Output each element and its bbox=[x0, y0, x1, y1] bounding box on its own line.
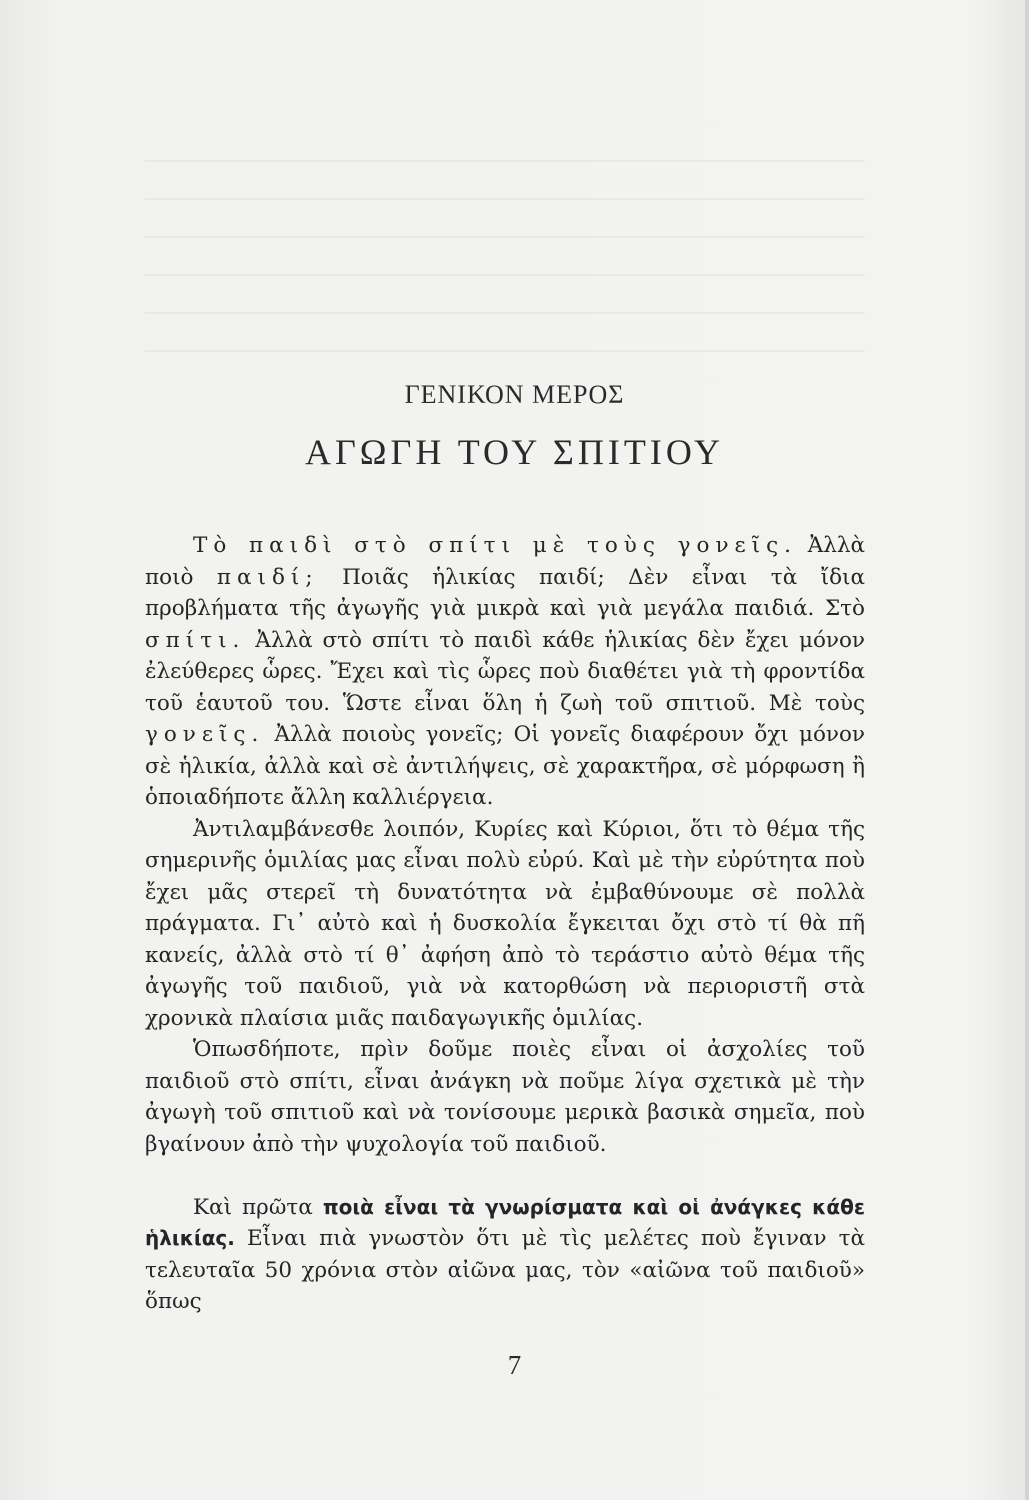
bleed-through-line bbox=[145, 236, 865, 238]
text-run: Καὶ πρῶτα bbox=[193, 1194, 323, 1220]
spaced-word: σπίτι. bbox=[145, 627, 246, 653]
text-run: Ποιᾶς ἡλικίας παιδί; Δὲν εἶναι τὰ ἴδια προβλήματα τῆς ἀγωγῆς γιὰ μικρὰ καὶ γιὰ μεγάλα παιδιά. Στὸ bbox=[145, 564, 865, 621]
chapter-title: ΑΓΩΓΗ ΤΟΥ ΣΠΙΤΙΟΥ bbox=[304, 432, 725, 472]
paragraph-4 bbox=[145, 1192, 865, 1318]
spaced-phrase: Τὸ παιδὶ στὸ σπίτι μὲ τοὺς γονεῖς. bbox=[193, 533, 797, 558]
bleed-through-line bbox=[145, 160, 865, 162]
text-run: Εἶναι πιὰ γνωστὸν ὅτι μὲ τὶς μελέτες ποὺ ἔγιναν τὰ τελευταῖα 50 χρόνια στὸν αἰῶνα μας, τὸν «αἰῶνα τοῦ παιδιοῦ» ὅπως bbox=[145, 1226, 865, 1314]
paragraph-1 bbox=[145, 530, 865, 814]
body-text bbox=[145, 530, 865, 1318]
page-binding-edge bbox=[1025, 0, 1029, 1500]
bold-heading-phrase: ποιὰ εἶναι τὰ γνωρίσματα καὶ οἱ ἀνάγκες κάθε ἡλικίας. bbox=[145, 1194, 865, 1250]
bleed-through-line bbox=[145, 350, 865, 352]
bleed-through-line bbox=[145, 274, 865, 276]
text-run: Ἀλλὰ ποιὸ bbox=[145, 533, 865, 590]
bleed-through-line bbox=[145, 312, 865, 314]
page-number: 7 bbox=[507, 1350, 522, 1380]
text-run: Ἀλλὰ στὸ σπίτι τὸ παιδὶ κάθε ἡλικίας δὲν ἔχει μόνον ἐλεύθερες ὧρες. Ἔχει καὶ τὶς ὧρες ποὺ διαθέτει γιὰ τὴ φροντίδα τοῦ ἑαυτοῦ του. Ὥστε εἶναι ὅλη ἡ ζωὴ τοῦ σπιτιοῦ. Μὲ τοὺς bbox=[145, 627, 865, 716]
paragraph-2: Ἀντιλαμβάνεσθε λοιπόν, Κυρίες καὶ Κύριοι, ὅτι τὸ θέμα τῆς σημερινῆς ὁμιλίας μας εἶναι πολὺ εὐρύ. Καὶ μὲ τὴν εὐρύτητα ποὺ ἔχει μᾶς στερεῖ τὴ δυνατότητα νὰ ἐμβαθύνουμε σὲ πολλὰ πράγματα. Γι᾽ αὐτὸ καὶ ἡ δυσκολία ἔγκειται ὄχι στὸ τί θὰ πῆ κανείς, ἀλλὰ στὸ τί θ᾽ ἀφήση ἀπὸ τὸ τεράστιο αὐτὸ θέμα τῆς ἀγωγῆς τοῦ παιδιοῦ, γιὰ νὰ κατορθώση νὰ περιοριστῆ στὰ χρονικὰ πλαίσια μιᾶς παιδαγωγικῆς ὁμιλίας. bbox=[145, 816, 865, 1031]
bleed-through-line bbox=[145, 198, 865, 200]
section-label: ΓΕΝΙΚΟΝ ΜΕΡΟΣ bbox=[404, 380, 625, 409]
spaced-word: γονεῖς. bbox=[145, 722, 265, 747]
paragraph-3: Ὁπωσδήποτε, πρὶν δοῦμε ποιὲς εἶναι οἱ ἀσχολίες τοῦ παιδιοῦ στὸ σπίτι, εἶναι ἀνάγκη νὰ ποῦμε λίγα σχετικὰ μὲ τὴν ἀγωγὴ τοῦ σπιτιοῦ καὶ νὰ τονίσουμε μερικὰ βασικὰ σημεῖα, ποὺ βγαίνουν ἀπὸ τὴν ψυχολογία τοῦ παιδιοῦ. bbox=[145, 1037, 865, 1157]
spaced-word: παιδί; bbox=[216, 564, 319, 590]
text-run: Ἀλλὰ ποιοὺς γονεῖς; Οἱ γονεῖς διαφέρουν ὄχι μόνον σὲ ἡλικία, ἀλλὰ καὶ σὲ ἀντιλήψεις, σὲ χαρακτῆρα, σὲ μόρφωση ἢ ὁποιαδήποτε ἄλλη καλλιέργεια. bbox=[145, 722, 865, 810]
